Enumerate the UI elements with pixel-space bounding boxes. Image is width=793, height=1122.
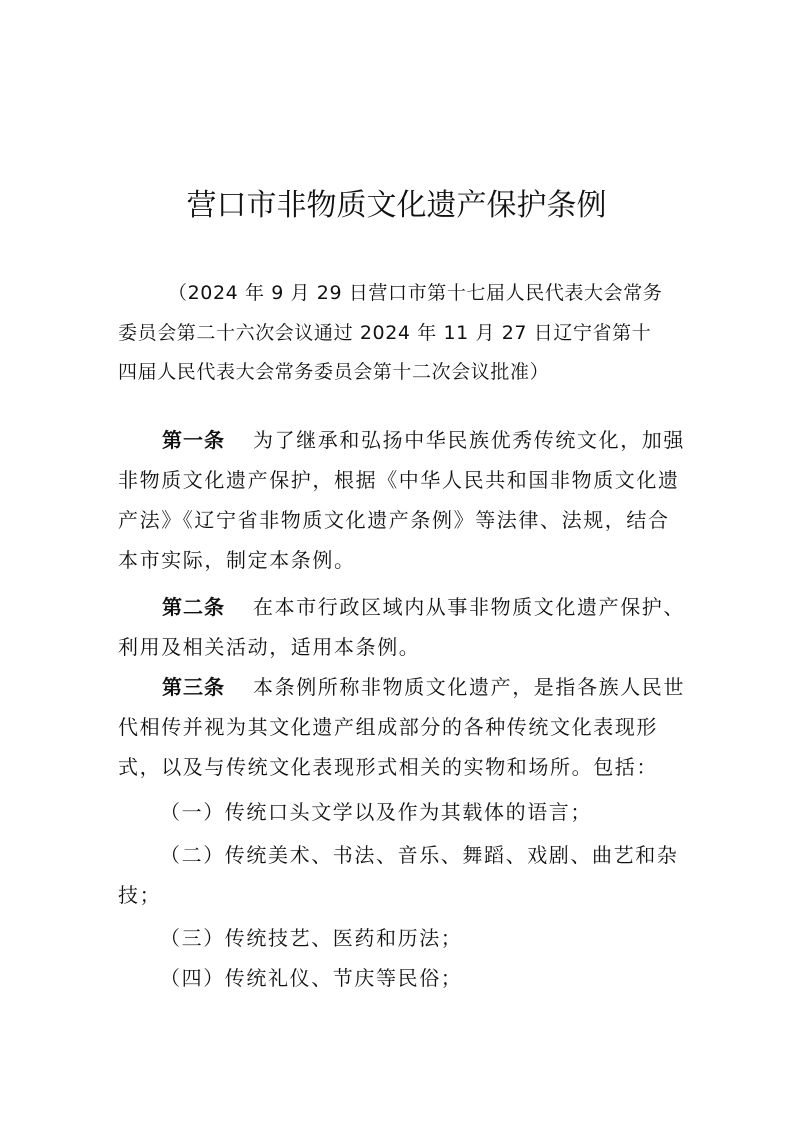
preamble-line: 四届人民代表大会常务委员会第十二次会议批准） [118, 361, 550, 383]
list-item: （二）传统美术、书法、音乐、舞蹈、戏剧、曲艺和杂 [160, 843, 679, 867]
article-2-first-line [162, 592, 685, 622]
article-2-text: 在本市行政区域内从事非物质文化遗产保护、 [253, 595, 685, 619]
preamble-line: 委员会第二十六次会议通过 2024 年 11 月 27 日辽宁省第十 [118, 322, 652, 344]
list-item: （一）传统口头文学以及作为其载体的语言； [160, 800, 592, 824]
document-title: 营口市非物质文化遗产保护条例 [186, 188, 607, 223]
article-3-first-line [162, 672, 685, 702]
preamble-line: （2024 年 9 月 29 日营口市第十七届人民代表大会常务 [168, 282, 663, 304]
article-2-label: 第二条 [162, 595, 225, 619]
article-1-line: 产法》《辽宁省非物质文化遗产条例》等法律、法规，结合 [118, 508, 670, 532]
article-1-label: 第一条 [162, 428, 225, 452]
list-item: （三）传统技艺、医药和历法； [160, 926, 463, 950]
article-3-label: 第三条 [162, 675, 225, 699]
article-1-text: 为了继承和弘扬中华民族优秀传统文化，加强 [253, 428, 685, 452]
list-item: （四）传统礼仪、节庆等民俗； [160, 966, 463, 990]
list-item-continuation: 技； [118, 883, 162, 907]
article-1-line: 本市实际，制定本条例。 [118, 548, 356, 572]
article-1-first-line [162, 425, 685, 455]
article-2-line: 利用及相关活动，适用本条例。 [118, 635, 421, 659]
article-3-line: 式，以及与传统文化表现形式相关的实物和场所。包括： [118, 755, 658, 779]
article-3-line: 代相传并视为其文化遗产组成部分的各种传统文化表现形 [118, 715, 658, 739]
article-1-line: 非物质文化遗产保护，根据《中华人民共和国非物质文化遗 [118, 468, 680, 492]
article-3-text: 本条例所称非物质文化遗产，是指各族人民世 [253, 675, 685, 699]
